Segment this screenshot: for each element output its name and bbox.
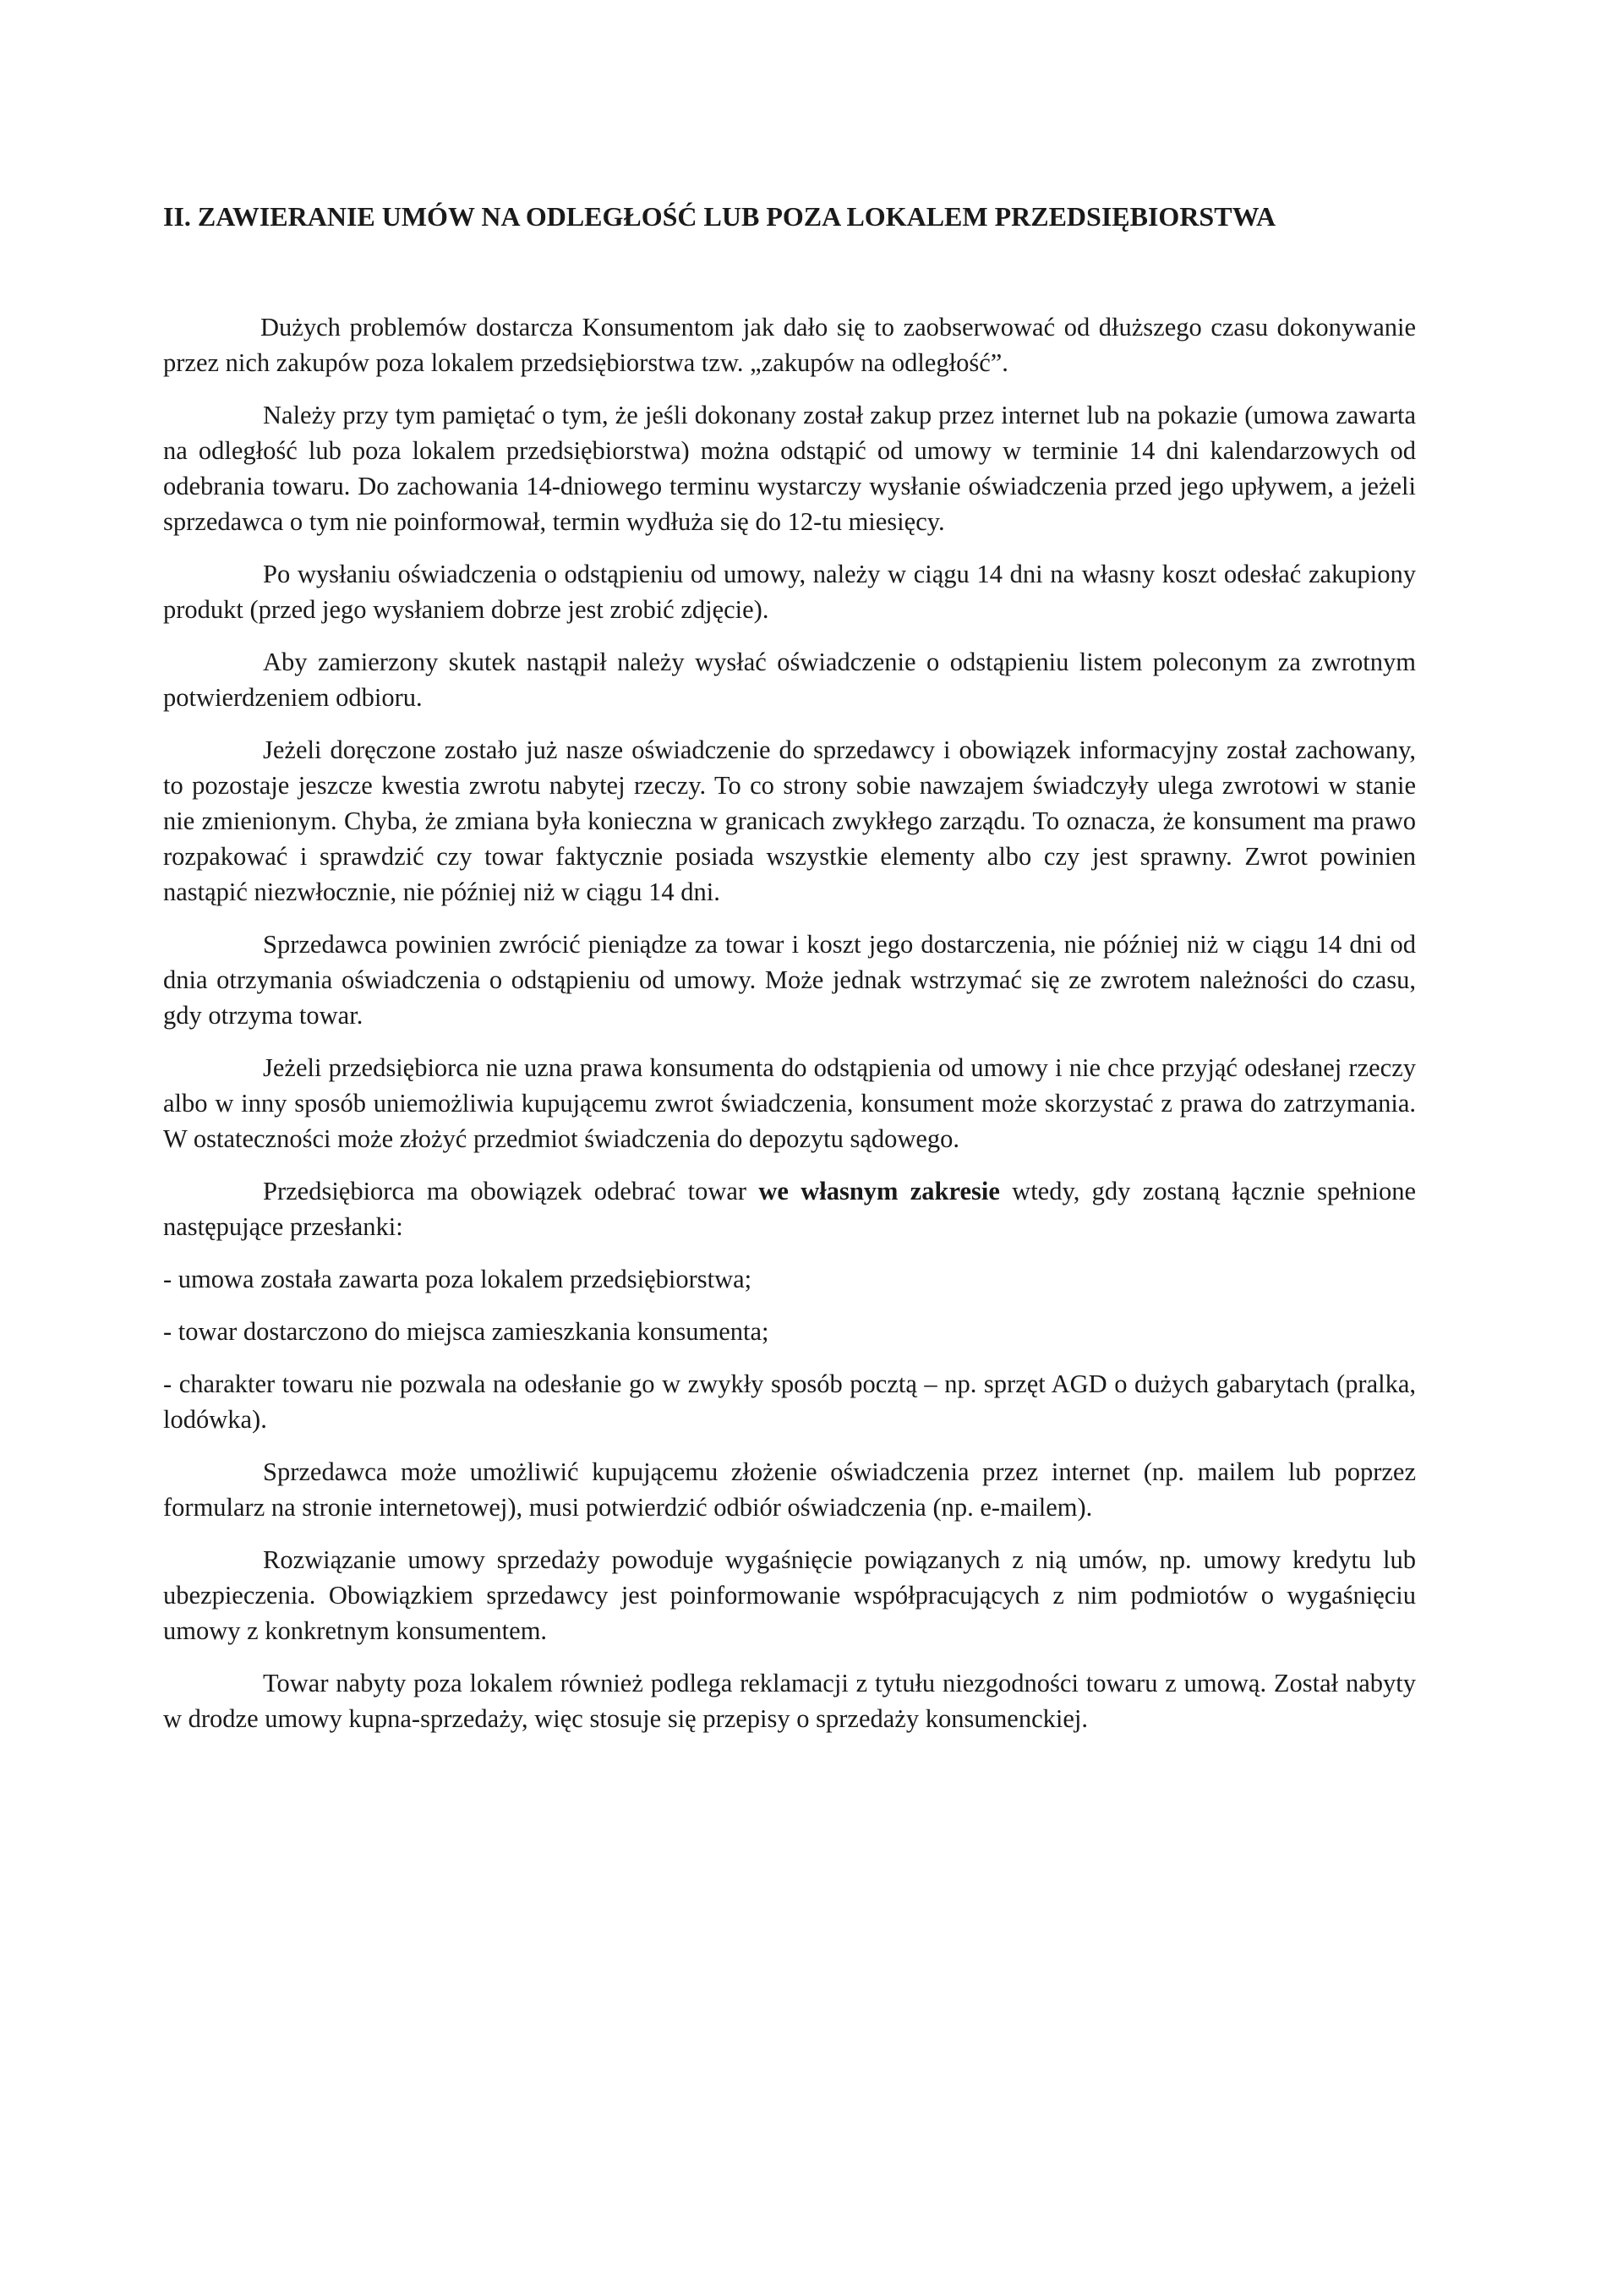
paragraph-related-contracts: Rozwiązanie umowy sprzedaży powoduje wygaśnięcie powiązanych z nią umów, np. umowy kredytu lub ubezpieczenia. Obowiązkiem sprzedawcy jest poinformowanie współpracujących z nim podmiotów o wygaśnięciu umowy z konkretnym konsumentem. — [163, 1545, 1416, 1645]
document-page — [163, 200, 1416, 1753]
paragraph-return-condition: Jeżeli doręczone zostało już nasze oświadczenie do sprzedawcy i obowiązek informacyjny został zachowany, to pozostaje jeszcze kwestia zwrotu nabytej rzeczy. To co strony sobie nawzajem świadczyły ulega zwrotowi w stanie nie zmienionym. Chyba, że zmiana była konieczna w granicach zwykłego zarządu. To oznacza, że konsument ma prawo rozpakować i sprawdzić czy towar faktycznie posiada wszystkie elementy albo czy jest sprawny. Zwrot powinien nastąpić niezwłocznie, nie później niż w ciągu 14 dni. — [163, 735, 1416, 906]
paragraph-complaint: Towar nabyty poza lokalem również podlega reklamacji z tytułu niezgodności towaru z umową. Został nabyty w drodze umowy kupna-sprzedaży, więc stosuje się przepisy o sprzedaży konsumenckiej. — [163, 1669, 1416, 1733]
obligation-text-after: wtedy, gdy zostaną łącznie spełnione następujące przesłanki: — [163, 1177, 1416, 1241]
paragraph-collection-obligation — [163, 1173, 1416, 1244]
obligation-text-before: Przedsiębiorca ma obowiązek odebrać towar — [263, 1177, 759, 1205]
paragraph-retention-right: Jeżeli przedsiębiorca nie uzna prawa konsumenta do odstąpienia od umowy i nie chce przyjąć odesłanej rzeczy albo w inny sposób uniemożliwia kupującemu zwrot świadczenia, konsument może skorzystać z prawa do zatrzymania. W ostateczności może złożyć przedmiot świadczenia do depozytu sądowego. — [163, 1053, 1416, 1153]
obligation-bold-text: we własnym zakresie — [758, 1177, 1000, 1205]
condition-item: - towar dostarczono do miejsca zamieszkania konsumenta; — [163, 1317, 769, 1346]
paragraph-refund: Sprzedawca powinien zwrócić pieniądze za towar i koszt jego dostarczenia, nie później niż w ciągu 14 dni od dnia otrzymania oświadczenia o odstąpieniu od umowy. Może jednak wstrzymać się ze zwrotem należności do czasu, gdy otrzyma towar. — [163, 930, 1416, 1030]
paragraph-return-product: Po wysłaniu oświadczenia o odstąpieniu od umowy, należy w ciągu 14 dni na własny koszt odesłać zakupiony produkt (przed jego wysłaniem dobrze jest zrobić zdjęcie). — [163, 560, 1416, 624]
paragraph-registered-letter: Aby zamierzony skutek nastąpił należy wysłać oświadczenie o odstąpieniu listem poleconym za zwrotnym potwierdzeniem odbioru. — [163, 648, 1416, 712]
document-title: II. ZAWIERANIE UMÓW NA ODLEGŁOŚĆ LUB POZA LOKALEM PRZEDSIĘBIORSTWA — [163, 201, 1276, 232]
condition-item: - charakter towaru nie pozwala na odesłanie go w zwykły sposób pocztą – np. sprzęt AGD o dużych gabarytach (pralka, lodówka). — [163, 1369, 1416, 1434]
condition-item: - umowa została zawarta poza lokalem przedsiębiorstwa; — [163, 1265, 752, 1293]
paragraph-intro: Dużych problemów dostarcza Konsumentom jak dało się to zaobserwować od dłuższego czasu dokonywanie przez nich zakupów poza lokalem przedsiębiorstwa tzw. „zakupów na odległość”. — [163, 313, 1416, 377]
paragraph-online-statement: Sprzedawca może umożliwić kupującemu złożenie oświadczenia przez internet (np. mailem lub poprzez formularz na stronie internetowej), musi potwierdzić odbiór oświadczenia (np. e-mailem). — [163, 1457, 1416, 1522]
paragraph-withdrawal-right: Należy przy tym pamiętać o tym, że jeśli dokonany został zakup przez internet lub na pokazie (umowa zawarta na odległość lub poza lokalem przedsiębiorstwa) można odstąpić od umowy w terminie 14 dni kalendarzowych od odebrania towaru. Do zachowania 14-dniowego terminu wystarczy wysłanie oświadczenia przed jego upływem, a jeżeli sprzedawca o tym nie poinformował, termin wydłuża się do 12-tu miesięcy. — [163, 401, 1416, 536]
